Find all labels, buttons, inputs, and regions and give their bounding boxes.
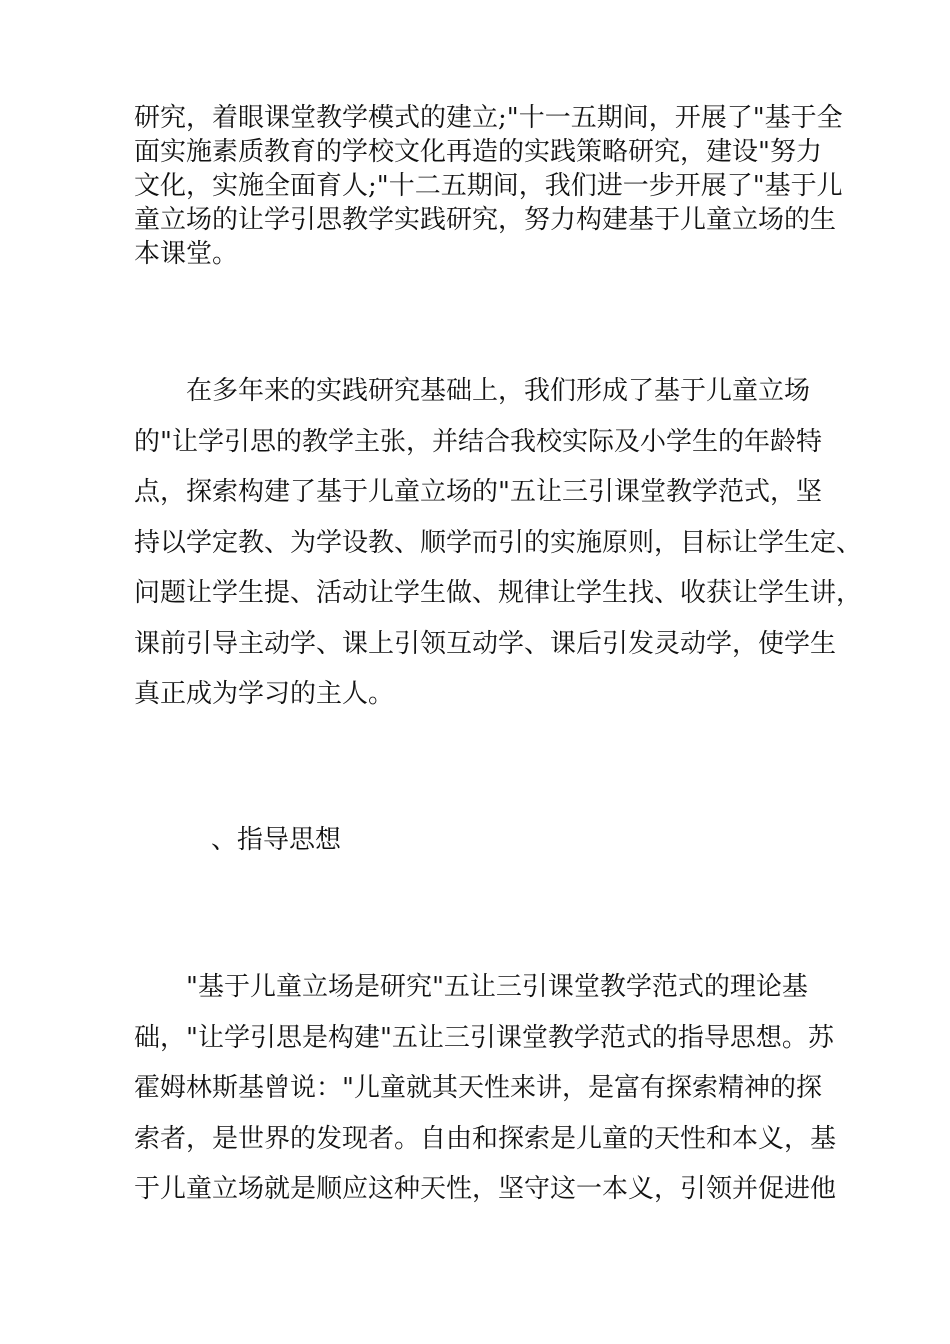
text-line: 础，"让学引思是构建"五让三引课堂教学范式的指导思想。苏 [134,1022,834,1053]
text-line: 研究，着眼课堂教学模式的建立;"十一五期间，开展了"基于全 [134,103,843,133]
text-line: 文化，实施全面育人;"十二五期间，我们进一步开展了"基于儿 [134,171,843,201]
text-line: 索者，是世界的发现者。自由和探索是儿童的天性和本义，基 [134,1123,837,1154]
text-line: 在多年来的实践研究基础上，我们形成了基于儿童立场 [134,376,811,406]
text-line: 点，探索构建了基于儿童立场的"五让三引课堂教学范式，坚 [134,477,822,507]
text-line: 课前引导主动学、课上引领互动学、课后引发灵动学，使学生 [134,628,837,659]
text-line: "基于儿童立场是研究"五让三引课堂教学范式的理论基 [134,972,808,1002]
paragraph-guiding-ideology [134,962,837,1215]
text-line: 真正成为学习的主人。 [134,679,395,709]
text-line: 持以学定教、为学设教、顺学而引的实施原则，目标让学生定、 [134,527,863,558]
text-line: 霍姆林斯基曾说："儿童就其天性来讲，是富有探索精神的探 [134,1073,822,1103]
text-line: 问题让学生提、活动让学生做、规律让学生找、收获让学生讲， [134,578,863,608]
paragraph-teaching-paradigm [134,366,863,720]
text-line: 童立场的让学引思教学实践研究，努力构建基于儿童立场的生 [134,205,837,235]
section-heading: 、指导思想 [211,825,342,855]
paragraph-background [134,101,843,271]
text-line: 于儿童立场就是顺应这种天性，坚守这一本义，引领并促进他 [134,1174,837,1204]
text-line: 的"让学引思的教学主张，并结合我校实际及小学生的年龄特 [134,426,822,457]
text-line: 面实施素质教育的学校文化再造的实践策略研究，建设"努力 [134,137,822,167]
text-line: 本课堂。 [134,239,239,269]
